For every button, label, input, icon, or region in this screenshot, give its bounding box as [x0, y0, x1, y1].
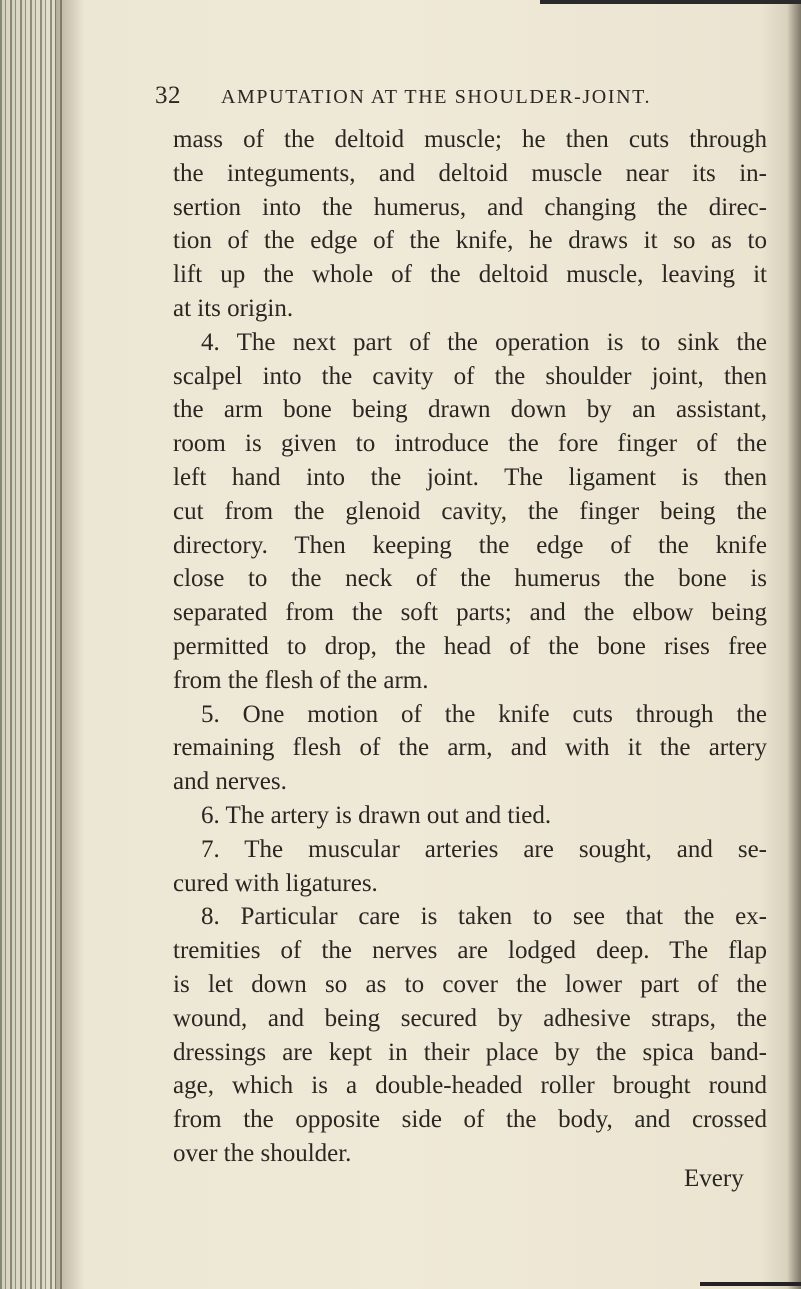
text-line: 6. The artery is drawn out and tied. — [201, 802, 552, 829]
text-line: from the opposite side of the body, and crossed — [173, 1106, 767, 1134]
text-line: 8. Particular care is taken to see that the ex- — [201, 903, 767, 931]
gutter-shadow — [55, 0, 85, 1289]
text-line: 7. The muscular arteries are sought, and se- — [201, 835, 767, 863]
catchword: Every — [684, 1165, 744, 1192]
text-line: sertion into the humerus, and changing the direc- — [173, 193, 767, 221]
text-line: permitted to drop, the head of the bone rises free — [173, 633, 767, 660]
text-line: tion of the edge of the knife, he draws it so as to — [173, 227, 767, 255]
text-line: the arm bone being drawn down by an assistant, — [173, 396, 767, 424]
text-line: the integuments, and deltoid muscle near its in- — [173, 159, 767, 187]
text-line: separated from the soft parts; and the elbow being — [173, 599, 767, 627]
top-edge-mark — [540, 0, 801, 4]
bottom-edge-mark — [700, 1282, 801, 1286]
running-head: AMPUTATION AT THE SHOULDER-JOINT. — [221, 86, 652, 108]
text-line: age, which is a double-headed roller brought round — [173, 1072, 767, 1100]
text-line: directory. Then keeping the edge of the knife — [173, 531, 767, 559]
text-line: wound, and being secured by adhesive straps, the — [173, 1004, 767, 1032]
text-line: cut from the glenoid cavity, the finger being the — [173, 497, 767, 525]
text-line: tremities of the nerves are lodged deep. The flap — [173, 937, 767, 965]
page-number: 32 — [155, 82, 181, 109]
text-line: mass of the deltoid muscle; he then cuts through — [173, 126, 767, 153]
text-line: and nerves. — [173, 768, 287, 796]
text-line: close to the neck of the humerus the bone is — [173, 565, 767, 593]
page-header — [155, 82, 775, 112]
text-line: 4. The next part of the operation is to sink the — [201, 328, 767, 356]
text-line: lift up the whole of the deltoid muscle, leaving it — [173, 261, 767, 289]
text-line: room is given to introduce the fore finger of the — [173, 430, 767, 458]
text-line: from the flesh of the arm. — [173, 666, 429, 694]
text-line: dressings are kept in their place by the spica band- — [173, 1038, 767, 1066]
page-right-edge — [787, 0, 801, 1289]
text-line: over the shoulder. — [173, 1140, 352, 1167]
text-line: left hand into the joint. The ligament is then — [173, 464, 767, 491]
text-line: at its origin. — [173, 295, 294, 322]
text-line: is let down so as to cover the lower part of the — [173, 971, 767, 998]
text-line: remaining flesh of the arm, and with it the artery — [173, 734, 767, 762]
text-line: 5. One motion of the knife cuts through the — [201, 700, 767, 728]
text-line: cured with ligatures. — [173, 869, 378, 897]
book-binding-edge — [0, 0, 62, 1289]
text-line: scalpel into the cavity of the shoulder joint, then — [173, 362, 767, 390]
